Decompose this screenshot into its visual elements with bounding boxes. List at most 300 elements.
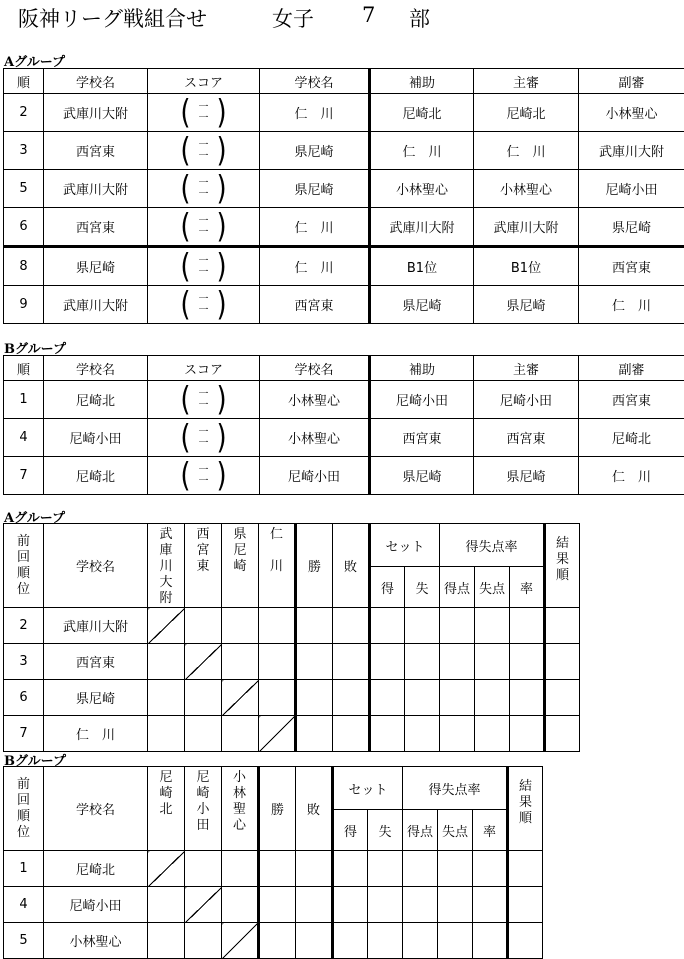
rate-cell xyxy=(473,923,508,959)
set-win-header: 得 xyxy=(370,567,405,608)
home-school: 尼崎北 xyxy=(44,381,148,419)
standings-row xyxy=(4,608,580,644)
match-order: 8 xyxy=(4,247,44,286)
set-header: セット xyxy=(370,524,440,567)
char: 前 xyxy=(4,534,43,550)
char: 尼 xyxy=(148,770,184,786)
score-dash: 一 xyxy=(195,227,213,238)
set-loss-cell xyxy=(405,680,440,716)
deputy-referee: 尼崎北 xyxy=(579,419,684,457)
char: 回 xyxy=(4,793,43,809)
wins-cell xyxy=(296,644,333,680)
points-against-cell xyxy=(475,608,510,644)
wins-cell xyxy=(296,608,333,644)
opponent-header: 学校名 xyxy=(260,69,370,94)
char xyxy=(259,543,294,559)
score-blank xyxy=(195,140,213,162)
assist-team: 仁 川 xyxy=(370,132,474,170)
points-for-cell xyxy=(403,851,438,887)
points-for-header: 得点 xyxy=(403,810,438,851)
char: 仁 xyxy=(259,527,294,543)
char: 東 xyxy=(185,559,221,575)
char: 結 xyxy=(546,536,579,552)
score-entry xyxy=(180,289,226,321)
right-bracket: ) xyxy=(217,250,227,283)
rate-cell xyxy=(510,680,545,716)
set-loss-cell xyxy=(368,851,403,887)
char: 果 xyxy=(509,795,542,811)
result-cell xyxy=(185,608,222,644)
rate-header: 率 xyxy=(510,567,545,608)
deputy-referee: 西宮東 xyxy=(579,247,684,286)
result-rank-cell xyxy=(545,716,580,752)
set-loss-cell xyxy=(368,923,403,959)
right-bracket: ) xyxy=(217,288,227,321)
away-school: 小林聖心 xyxy=(260,419,370,457)
away-school: 西宮東 xyxy=(260,286,370,324)
match-row xyxy=(4,286,684,324)
result-cell xyxy=(222,851,259,887)
char: 聖 xyxy=(222,802,257,818)
points-against-header: 失点 xyxy=(475,567,510,608)
opponent-column-header xyxy=(222,767,259,851)
group-b-schedule-table xyxy=(3,355,684,495)
score-cell xyxy=(148,132,260,170)
score-blank xyxy=(195,178,213,200)
char: 小 xyxy=(185,802,221,818)
away-school: 仁 川 xyxy=(260,208,370,247)
score-dash: 一 xyxy=(195,140,213,151)
points-for-cell xyxy=(440,680,475,716)
result-rank-cell xyxy=(508,923,543,959)
match-order: 5 xyxy=(4,170,44,208)
chief-referee-header: 主審 xyxy=(474,356,579,381)
group-a-schedule-label: Aグループ xyxy=(4,51,65,70)
chief-referee: 仁 川 xyxy=(474,132,579,170)
rate-cell xyxy=(510,644,545,680)
home-school: 県尼崎 xyxy=(44,247,148,286)
rate-cell xyxy=(510,608,545,644)
prev-rank: 7 xyxy=(4,716,44,752)
self-match-cell xyxy=(222,923,259,959)
result-rank-cell xyxy=(545,608,580,644)
wins-cell xyxy=(259,851,296,887)
away-school: 尼崎小田 xyxy=(260,457,370,495)
losses-cell xyxy=(296,851,333,887)
points-against-header: 失点 xyxy=(438,810,473,851)
self-match-cell xyxy=(185,887,222,923)
char: 崎 xyxy=(148,786,184,802)
score-cell xyxy=(148,419,260,457)
match-order: 2 xyxy=(4,94,44,132)
wins-cell xyxy=(259,923,296,959)
opponent-header: 学校名 xyxy=(260,356,370,381)
points-for-cell xyxy=(440,716,475,752)
char: 崎 xyxy=(222,559,258,575)
char: 尼 xyxy=(185,770,221,786)
match-row xyxy=(4,132,684,170)
match-order: 7 xyxy=(4,457,44,495)
score-cell xyxy=(148,457,260,495)
opponent-column-header xyxy=(259,524,296,608)
deputy-referee-header: 副審 xyxy=(579,356,684,381)
wins-header: 勝 xyxy=(296,524,333,608)
losses-cell xyxy=(333,680,370,716)
standings-row xyxy=(4,887,543,923)
set-loss-header: 失 xyxy=(368,810,403,851)
deputy-referee: 仁 川 xyxy=(579,286,684,324)
points-against-cell xyxy=(475,680,510,716)
result-cell xyxy=(222,644,259,680)
points-for-header: 得点 xyxy=(440,567,475,608)
prev-rank: 2 xyxy=(4,608,44,644)
points-for-cell xyxy=(403,923,438,959)
school-name: 尼崎小田 xyxy=(44,887,148,923)
points-against-cell xyxy=(438,923,473,959)
assist-team: 県尼崎 xyxy=(370,286,474,324)
standings-row xyxy=(4,680,580,716)
opponent-column-header xyxy=(222,524,259,608)
right-bracket: ) xyxy=(217,172,227,205)
char: 尼 xyxy=(222,543,258,559)
set-win-header: 得 xyxy=(333,810,368,851)
self-match-cell xyxy=(259,716,296,752)
char: 小 xyxy=(222,770,257,786)
losses-header: 敗 xyxy=(333,524,370,608)
score-entry xyxy=(180,211,226,243)
deputy-referee-header: 副審 xyxy=(579,69,684,94)
match-row xyxy=(4,419,684,457)
score-dash: 一 xyxy=(195,476,213,487)
score-dash: 一 xyxy=(195,189,213,200)
result-cell xyxy=(185,680,222,716)
school-header: 学校名 xyxy=(44,524,148,608)
home-school: 武庫川大附 xyxy=(44,286,148,324)
char: 果 xyxy=(546,552,579,568)
rate-cell xyxy=(473,887,508,923)
score-blank xyxy=(195,294,213,316)
left-bracket: ( xyxy=(180,172,190,205)
char: 県 xyxy=(222,527,258,543)
result-rank-cell xyxy=(508,887,543,923)
losses-cell xyxy=(296,887,333,923)
result-cell xyxy=(222,608,259,644)
opponent-column-header xyxy=(185,767,222,851)
right-bracket: ) xyxy=(217,421,227,454)
chief-referee: 小林聖心 xyxy=(474,170,579,208)
chief-referee: 西宮東 xyxy=(474,419,579,457)
assist-header: 補助 xyxy=(370,356,474,381)
match-row xyxy=(4,247,684,286)
assist-team: 西宮東 xyxy=(370,419,474,457)
points-for-cell xyxy=(403,887,438,923)
match-row xyxy=(4,94,684,132)
standings-row xyxy=(4,923,543,959)
left-bracket: ( xyxy=(180,134,190,167)
prev-rank-header xyxy=(4,524,44,608)
result-cell xyxy=(222,716,259,752)
score-entry xyxy=(180,135,226,167)
assist-team: B1位 xyxy=(370,247,474,286)
char: 順 xyxy=(546,568,579,584)
result-cell xyxy=(148,923,185,959)
prev-rank: 5 xyxy=(4,923,44,959)
score-entry xyxy=(180,173,226,205)
result-cell xyxy=(185,923,222,959)
result-cell xyxy=(259,608,296,644)
away-school: 小林聖心 xyxy=(260,381,370,419)
score-entry xyxy=(180,97,226,129)
prev-rank: 3 xyxy=(4,644,44,680)
result-rank-cell xyxy=(508,851,543,887)
points-for-cell xyxy=(440,644,475,680)
standings-row xyxy=(4,644,580,680)
score-dash: 一 xyxy=(195,113,213,124)
division-label: 部 xyxy=(409,3,430,33)
char: 順 xyxy=(509,811,542,827)
division-number: 7 xyxy=(362,3,375,27)
char: 川 xyxy=(259,559,294,575)
score-dash: 一 xyxy=(195,438,213,449)
prev-rank: 1 xyxy=(4,851,44,887)
opponent-column-header xyxy=(148,524,185,608)
char: 順 xyxy=(4,566,43,582)
score-blank xyxy=(195,389,213,411)
result-header xyxy=(508,767,543,851)
score-cell xyxy=(148,381,260,419)
result-cell xyxy=(148,887,185,923)
score-dash: 一 xyxy=(195,305,213,316)
result-cell xyxy=(148,644,185,680)
standings-row xyxy=(4,851,543,887)
score-dash: 一 xyxy=(195,256,213,267)
score-blank xyxy=(195,102,213,124)
set-win-cell xyxy=(370,680,405,716)
match-order: 9 xyxy=(4,286,44,324)
score-entry xyxy=(180,251,226,283)
score-blank xyxy=(195,465,213,487)
group-b-standings-label: Bグループ xyxy=(4,750,66,769)
deputy-referee: 県尼崎 xyxy=(579,208,684,247)
score-cell xyxy=(148,94,260,132)
prev-rank-header xyxy=(4,767,44,851)
rate-cell xyxy=(510,716,545,752)
right-bracket: ) xyxy=(217,96,227,129)
away-school: 県尼崎 xyxy=(260,132,370,170)
match-row xyxy=(4,170,684,208)
result-cell xyxy=(259,680,296,716)
left-bracket: ( xyxy=(180,288,190,321)
right-bracket: ) xyxy=(217,134,227,167)
wins-header: 勝 xyxy=(259,767,296,851)
wins-cell xyxy=(296,716,333,752)
result-rank-cell xyxy=(545,680,580,716)
home-school: 西宮東 xyxy=(44,208,148,247)
chief-referee: 尼崎北 xyxy=(474,94,579,132)
result-cell xyxy=(148,680,185,716)
score-cell xyxy=(148,247,260,286)
chief-referee: 県尼崎 xyxy=(474,286,579,324)
score-entry xyxy=(180,422,226,454)
match-row xyxy=(4,208,684,247)
away-school: 県尼崎 xyxy=(260,170,370,208)
score-dash: 一 xyxy=(195,102,213,113)
assist-team: 小林聖心 xyxy=(370,170,474,208)
char: 川 xyxy=(148,559,184,575)
group-a-standings-table xyxy=(3,523,580,752)
score-dash: 一 xyxy=(195,178,213,189)
chief-referee: B1位 xyxy=(474,247,579,286)
prev-rank: 4 xyxy=(4,887,44,923)
self-match-cell xyxy=(148,851,185,887)
char: 北 xyxy=(148,802,184,818)
deputy-referee: 西宮東 xyxy=(579,381,684,419)
char: 西 xyxy=(185,527,221,543)
chief-referee: 武庫川大附 xyxy=(474,208,579,247)
result-cell xyxy=(259,644,296,680)
score-entry xyxy=(180,384,226,416)
assist-team: 尼崎小田 xyxy=(370,381,474,419)
set-win-cell xyxy=(370,644,405,680)
result-cell xyxy=(185,851,222,887)
losses-cell xyxy=(333,644,370,680)
left-bracket: ( xyxy=(180,383,190,416)
wins-cell xyxy=(259,887,296,923)
char: 心 xyxy=(222,818,257,834)
losses-cell xyxy=(296,923,333,959)
away-school: 仁 川 xyxy=(260,247,370,286)
opponent-column-header xyxy=(148,767,185,851)
char: 庫 xyxy=(148,543,184,559)
score-blank xyxy=(195,427,213,449)
score-cell xyxy=(148,170,260,208)
score-dash: 一 xyxy=(195,389,213,400)
chief-referee-header: 主審 xyxy=(474,69,579,94)
deputy-referee: 武庫川大附 xyxy=(579,132,684,170)
result-cell xyxy=(222,887,259,923)
score-cell xyxy=(148,208,260,247)
set-loss-cell xyxy=(405,644,440,680)
home-school: 尼崎小田 xyxy=(44,419,148,457)
school-name: 西宮東 xyxy=(44,644,148,680)
left-bracket: ( xyxy=(180,459,190,492)
set-loss-cell xyxy=(405,716,440,752)
school-name: 仁 川 xyxy=(44,716,148,752)
char: 田 xyxy=(185,818,221,834)
match-row xyxy=(4,381,684,419)
group-a-schedule-table xyxy=(3,68,684,324)
assist-team: 武庫川大附 xyxy=(370,208,474,247)
score-dash: 一 xyxy=(195,151,213,162)
char: 結 xyxy=(509,779,542,795)
points-against-cell xyxy=(438,851,473,887)
school-name: 県尼崎 xyxy=(44,680,148,716)
chief-referee: 尼崎小田 xyxy=(474,381,579,419)
group-b-schedule-label: Bグループ xyxy=(4,338,66,357)
left-bracket: ( xyxy=(180,96,190,129)
home-school: 西宮東 xyxy=(44,132,148,170)
point-rate-header: 得失点率 xyxy=(403,767,508,810)
score-dash: 一 xyxy=(195,465,213,476)
char: 位 xyxy=(4,582,43,598)
group-b-standings-table xyxy=(3,766,543,959)
set-win-cell xyxy=(333,923,368,959)
school-header: 学校名 xyxy=(44,69,148,94)
char: 順 xyxy=(4,809,43,825)
score-dash: 一 xyxy=(195,294,213,305)
score-dash: 一 xyxy=(195,267,213,278)
school-name: 武庫川大附 xyxy=(44,608,148,644)
points-against-cell xyxy=(475,644,510,680)
right-bracket: ) xyxy=(217,210,227,243)
set-loss-cell xyxy=(405,608,440,644)
set-win-cell xyxy=(370,716,405,752)
prev-rank: 6 xyxy=(4,680,44,716)
home-school: 尼崎北 xyxy=(44,457,148,495)
self-match-cell xyxy=(185,644,222,680)
group-a-standings-label: Aグループ xyxy=(4,507,65,526)
points-against-cell xyxy=(438,887,473,923)
left-bracket: ( xyxy=(180,250,190,283)
set-win-cell xyxy=(370,608,405,644)
result-cell xyxy=(185,716,222,752)
losses-header: 敗 xyxy=(296,767,333,851)
left-bracket: ( xyxy=(180,210,190,243)
gender-label: 女子 xyxy=(272,3,314,33)
assist-team: 県尼崎 xyxy=(370,457,474,495)
char: 宮 xyxy=(185,543,221,559)
char: 武 xyxy=(148,527,184,543)
wins-cell xyxy=(296,680,333,716)
set-header: セット xyxy=(333,767,403,810)
losses-cell xyxy=(333,716,370,752)
left-bracket: ( xyxy=(180,421,190,454)
losses-cell xyxy=(333,608,370,644)
self-match-cell xyxy=(222,680,259,716)
deputy-referee: 尼崎小田 xyxy=(579,170,684,208)
score-blank xyxy=(195,256,213,278)
right-bracket: ) xyxy=(217,459,227,492)
char: 大 xyxy=(148,575,184,591)
assist-header: 補助 xyxy=(370,69,474,94)
set-loss-cell xyxy=(368,887,403,923)
score-dash: 一 xyxy=(195,400,213,411)
standings-row xyxy=(4,716,580,752)
home-school: 武庫川大附 xyxy=(44,170,148,208)
away-school: 仁 川 xyxy=(260,94,370,132)
char: 位 xyxy=(4,825,43,841)
char: 前 xyxy=(4,777,43,793)
char: 回 xyxy=(4,550,43,566)
result-rank-cell xyxy=(545,644,580,680)
school-header: 学校名 xyxy=(44,356,148,381)
school-name: 小林聖心 xyxy=(44,923,148,959)
match-order: 6 xyxy=(4,208,44,247)
points-against-cell xyxy=(475,716,510,752)
match-row xyxy=(4,457,684,495)
deputy-referee: 仁 川 xyxy=(579,457,684,495)
result-cell xyxy=(148,716,185,752)
set-win-cell xyxy=(333,851,368,887)
deputy-referee: 小林聖心 xyxy=(579,94,684,132)
result-header xyxy=(545,524,580,608)
match-order: 3 xyxy=(4,132,44,170)
match-order: 1 xyxy=(4,381,44,419)
score-dash: 一 xyxy=(195,216,213,227)
home-school: 武庫川大附 xyxy=(44,94,148,132)
opponent-column-header xyxy=(185,524,222,608)
school-name: 尼崎北 xyxy=(44,851,148,887)
